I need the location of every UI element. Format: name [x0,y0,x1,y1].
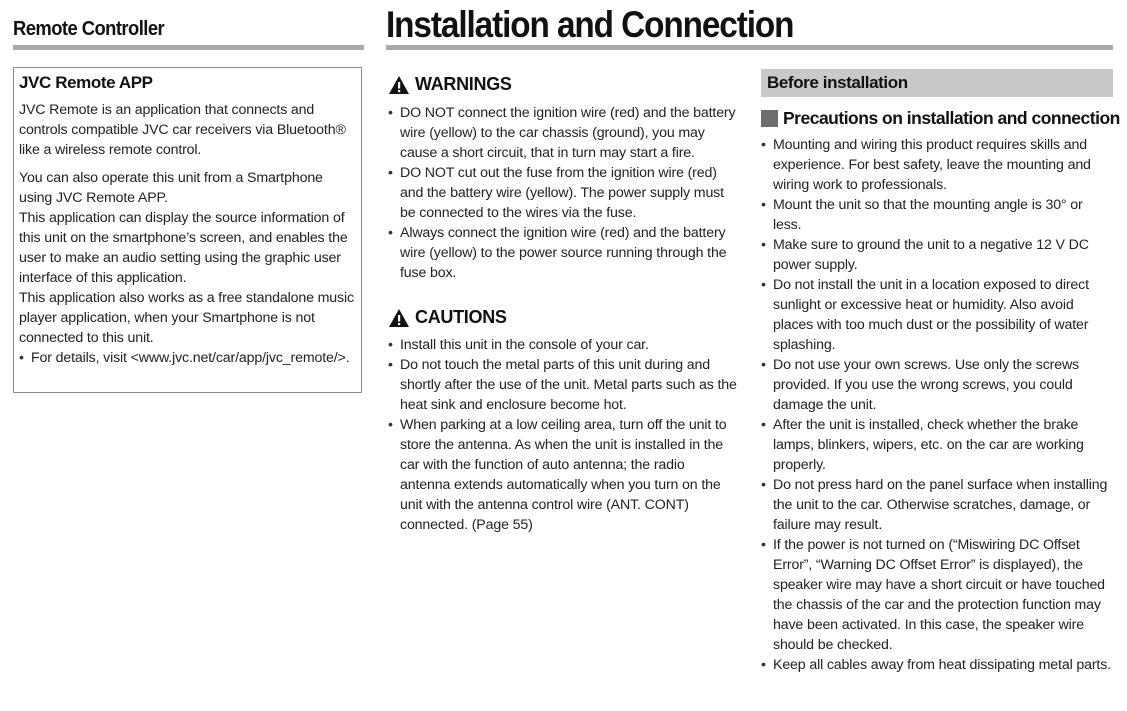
list-item: • Do not use your own screws. Use only the screws provided. If you use the wrong screws, you could damage the unit. [761,355,1113,415]
warning-triangle-icon [388,308,410,328]
page-title: Installation and Connection [386,4,794,45]
list-item: • Mounting and wiring this product requires skills and experience. For best safety, leave the mounting and wiring work to professionals. [761,135,1113,195]
list-item: • Install this unit in the console of your car. [388,335,738,355]
precautions-list [761,135,1113,675]
details-list [19,348,359,368]
section-bar-before-installation [761,69,1113,97]
section-divider-left [13,45,364,50]
cautions-heading-label: CAUTIONS [415,307,507,327]
box-title: JVC Remote APP [19,73,153,92]
warning-triangle-icon [388,75,410,95]
list-item: • If the power is not turned on (“Miswiring DC Offset Error”, “Warning DC Offset Error” is displayed), the speaker wire may have a short circuit or have touched the chassis of the car and the protection function may have been activated. In this case, the speaker wire should be checked. [761,535,1113,655]
section-divider-right [386,45,1113,50]
paragraph-text: You can also operate this unit from a Smartphone using JVC Remote APP. [19,170,323,206]
precautions-heading [761,108,1120,129]
warnings-heading-label: WARNINGS [415,74,512,94]
list-item: • Do not press hard on the panel surface when installing the unit to the car. Otherwise scratches, damage, or failure may result. [761,475,1113,535]
list-item: • After the unit is installed, check whether the brake lamps, blinkers, wipers, etc. on the car are working properly. [761,415,1113,475]
precautions-heading-label: Precautions on installation and connection [783,108,1120,128]
list-item: • Make sure to ground the unit to a negative 12 V DC power supply. [761,235,1113,275]
section-title-remote-controller: Remote Controller [13,18,165,40]
section-bar-label: Before installation [767,73,908,92]
gray-square-icon [761,110,778,127]
cautions-list [388,335,738,535]
paragraph-text: This application also works as a free standalone music player application, when your Smartphone is not connected to this unit. [19,290,354,346]
list-item: • When parking at a low ceiling area, turn off the unit to store the antenna. As when the unit is installed in the car with the function of auto antenna; the radio antenna extends automatically when you turn on the unit with the antenna control wire (ANT. CONT) connected. (Page 55) [388,415,738,535]
cautions-heading [388,307,507,328]
precautions-list-container [761,135,1113,675]
warnings-list-container [388,103,738,283]
list-item: • Always connect the ignition wire (red) and the battery wire (yellow) to the power source running through the fuse box. [388,223,738,283]
list-item: • Mount the unit so that the mounting angle is 30° or less. [761,195,1113,235]
list-item: • DO NOT connect the ignition wire (red) and the battery wire (yellow) to the car chassis (ground), you may cause a short circuit, that in turn may start a fire. [388,103,738,163]
paragraph-text: This application can display the source information of this unit on the smartphone’s screen, and enables the user to make an audio setting using the graphic user interface of this application. [19,210,348,286]
list-item: • Do not touch the metal parts of this unit during and shortly after the use of the unit. Metal parts such as the heat sink and enclosure become hot. [388,355,738,415]
box-paragraph-group [19,168,359,368]
list-item: • Do not install the unit in a location exposed to direct sunlight or excessive heat or humidity. Also avoid places with too much dust or the possibility of water splashing. [761,275,1113,355]
box-paragraph-1 [19,100,359,160]
list-item: • Keep all cables away from heat dissipating metal parts. [761,655,1113,675]
paragraph-text: JVC Remote is an application that connects and controls compatible JVC car receivers via Bluetooth® like a wireless remote control. [19,102,346,158]
cautions-list-container [388,335,738,535]
list-item: • DO NOT cut out the fuse from the ignition wire (red) and the battery wire (yellow). The power supply must be connected to the wires via the fuse. [388,163,738,223]
list-item: • For details, visit <www.jvc.net/car/app/jvc_remote/>. [19,348,359,368]
warnings-heading [388,74,512,95]
warnings-list [388,103,738,283]
